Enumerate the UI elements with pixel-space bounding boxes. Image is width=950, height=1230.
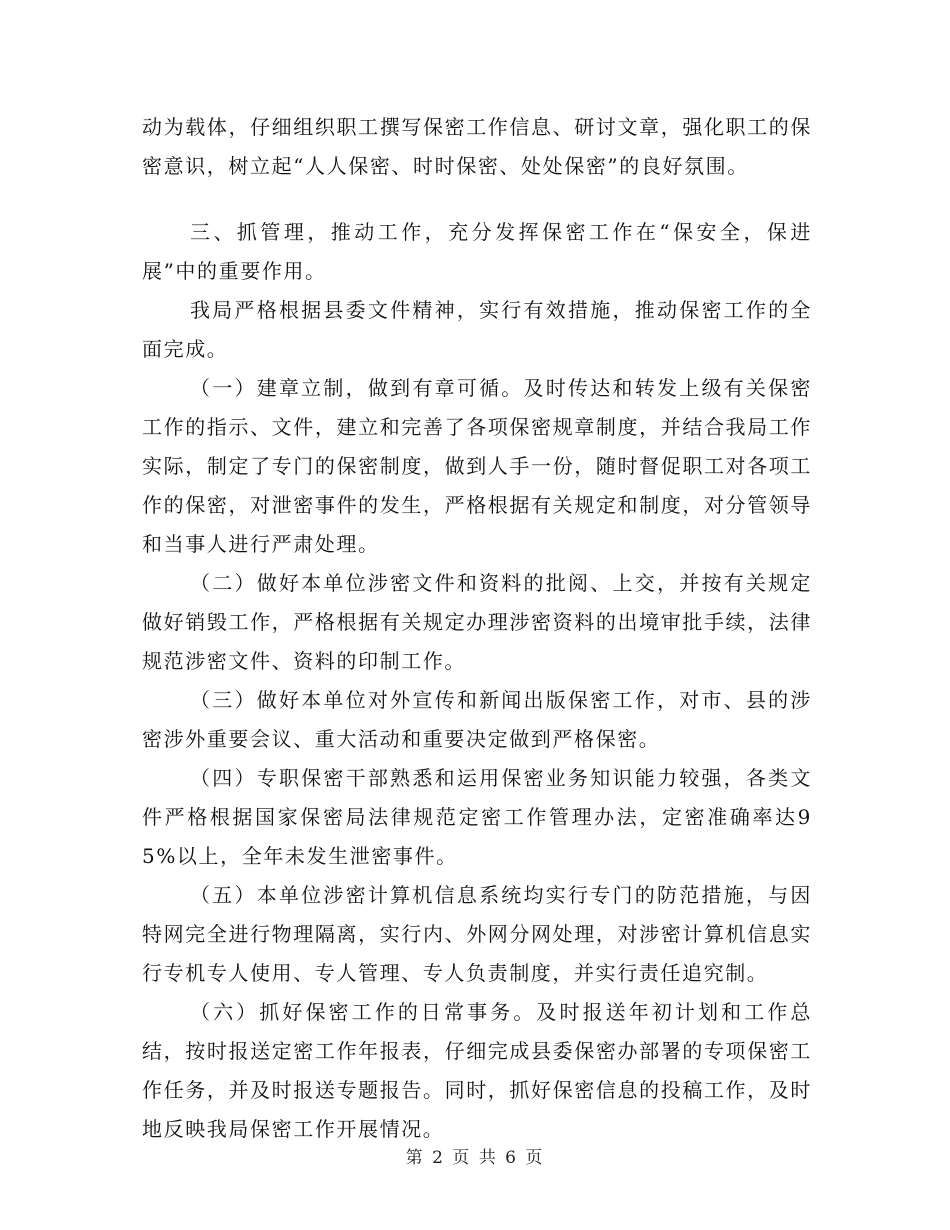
paragraph-intro: 我局严格根据县委文件精神，实行有效措施，推动保密工作的全面完成。 bbox=[142, 298, 812, 361]
paragraph-item-4: （四）专职保密干部熟悉和运用保密业务知识能力较强，各类文件严格根据国家保密局法律规范定密工作管理办法，定密准确率达95%以上，全年未发生泄密事件。 bbox=[142, 766, 812, 868]
paragraph-item-1: （一）建章立制，做到有章可循。及时传达和转发上级有关保密工作的指示、文件，建立和完善了各项保密规章制度，并结合我局工作实际，制定了专门的保密制度，做到人手一份，随时督促职工对各项工作的保密，对泄密事件的发生，严格根据有关规定和制度，对分管领导和当事人进行严肃处理。 bbox=[142, 376, 812, 556]
paragraph-item-3: （三）做好本单位对外宣传和新闻出版保密工作，对市、县的涉密涉外重要会议、重大活动和重要决定做到严格保密。 bbox=[142, 688, 812, 751]
paragraph-item-6: （六）抓好保密工作的日常事务。及时报送年初计划和工作总结，按时报送定密工作年报表，仔细完成县委保密办部署的专项保密工作任务，并及时报送专题报告。同时，抓好保密信息的投稿工作，及时地反映我局保密工作开展情况。 bbox=[142, 1000, 812, 1141]
paragraph-continuation: 动为载体，仔细组织职工撰写保密工作信息、研讨文章，强化职工的保密意识，树立起“人人保密、时时保密、处处保密”的良好氛围。 bbox=[142, 115, 812, 178]
page-footer: 第 2 页 共 6 页 bbox=[405, 1148, 545, 1168]
section-heading-three: 三、抓管理，推动工作，充分发挥保密工作在“保安全，保进展”中的重要作用。 bbox=[142, 220, 812, 283]
paragraph-item-2: （二）做好本单位涉密文件和资料的批阅、上交，并按有关规定做好销毁工作，严格根据有关规定办理涉密资料的出境审批手续，法律规范涉密文件、资料的印制工作。 bbox=[142, 571, 812, 673]
paragraph-item-5: （五）本单位涉密计算机信息系统均实行专门的防范措施，与因特网完全进行物理隔离，实行内、外网分网处理，对涉密计算机信息实行专机专人使用、专人管理、专人负责制度，并实行责任追究制。 bbox=[142, 883, 812, 985]
document-body bbox=[142, 108, 812, 1149]
